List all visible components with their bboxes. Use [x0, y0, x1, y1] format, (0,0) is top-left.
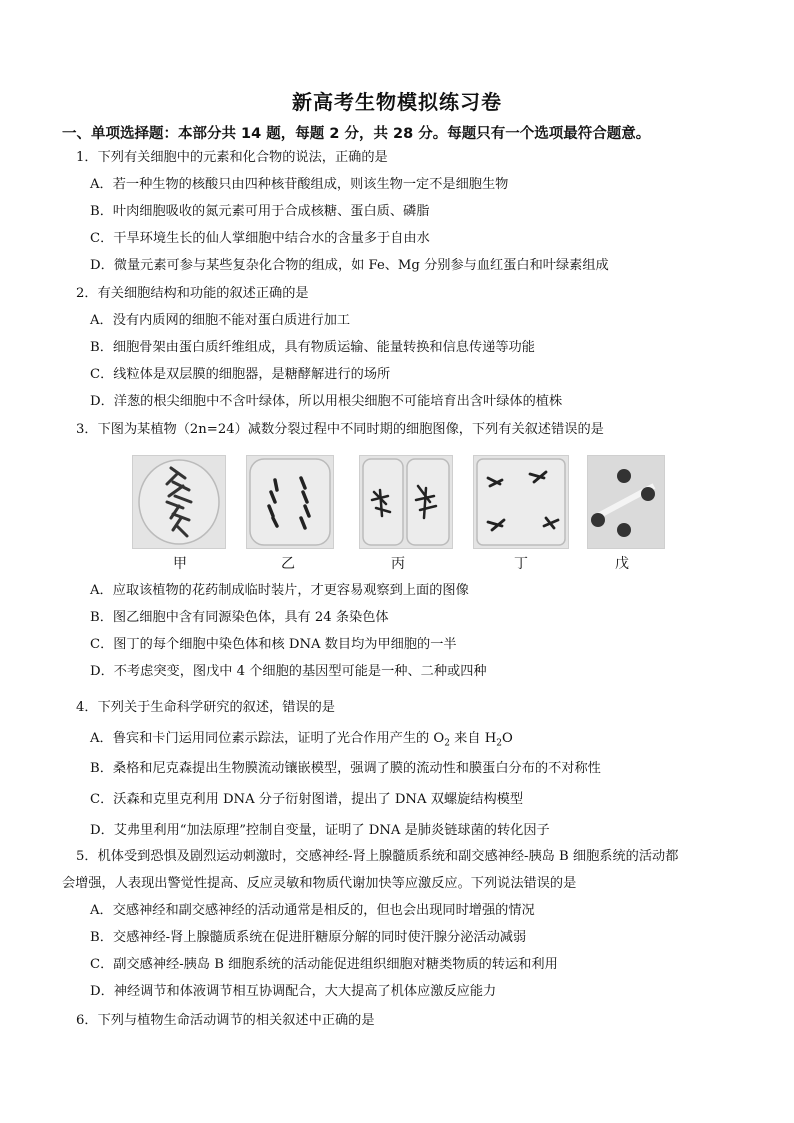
question-5-option-a: A．交感神经和副交感神经的活动通常是相反的，但也会出现同时增强的情况	[90, 903, 535, 918]
question-4-stem: 4．下列关于生命科学研究的叙述，错误的是	[76, 700, 335, 715]
question-4-option-c: C．沃森和克里克利用 DNA 分子衍射图谱，提出了 DNA 双螺旋结构模型	[90, 792, 524, 807]
question-2-option-b: B．细胞骨架由蛋白质纤维组成，具有物质运输、能量转换和信息传递等功能	[90, 340, 535, 355]
question-5-stem-line-2: 会增强，人表现出警觉性提高、反应灵敏和物质代谢加快等应激反应。下列说法错误的是	[62, 876, 577, 891]
cell-label-jia: 甲	[173, 556, 187, 572]
question-1-option-b: B．叶肉细胞吸收的氮元素可用于合成核糖、蛋白质、磷脂	[90, 204, 430, 219]
cell-image-bing	[359, 455, 453, 549]
cell-image-ding	[473, 455, 569, 549]
question-2-option-a: A．没有内质网的细胞不能对蛋白质进行加工	[90, 313, 351, 328]
section-header: 一、单项选择题：本部分共 14 题，每题 2 分，共 28 分。每题只有一个选项最符合题意。	[62, 126, 651, 142]
question-5-stem-line-1: 5．机体受到恐惧及剧烈运动刺激时，交感神经-肾上腺髓质系统和副交感神经-胰岛 B 细胞系统的活动都	[76, 849, 679, 864]
question-3-stem: 3．下图为某植物（2n=24）减数分裂过程中不同时期的细胞图像，下列有关叙述错误的是	[76, 422, 604, 437]
question-5-option-c: C．副交感神经-胰岛 B 细胞系统的活动能促进组织细胞对糖类物质的转运和利用	[90, 957, 558, 972]
cell-image-yi	[246, 455, 334, 549]
cell-image-wu	[587, 455, 665, 549]
question-2-option-d: D．洋葱的根尖细胞中不含叶绿体，所以用根尖细胞不可能培育出含叶绿体的植株	[90, 394, 563, 409]
cell-image-jia	[132, 455, 226, 549]
question-2-stem: 2．有关细胞结构和功能的叙述正确的是	[76, 286, 309, 301]
question-1-option-c: C．干旱环境生长的仙人掌细胞中结合水的含量多于自由水	[90, 231, 430, 246]
question-2-option-c: C．线粒体是双层膜的细胞器，是糖酵解进行的场所	[90, 367, 391, 382]
question-6-stem: 6．下列与植物生命活动调节的相关叙述中正确的是	[76, 1013, 375, 1028]
question-3-option-a: A．应取该植物的花药制成临时装片，才更容易观察到上面的图像	[90, 583, 469, 598]
question-3-option-b: B．图乙细胞中含有同源染色体，具有 24 条染色体	[90, 610, 389, 625]
question-4-option-a: A．鲁宾和卡门运用同位素示踪法，证明了光合作用产生的 $O_2$ 来自 $H_2O$	[90, 731, 513, 749]
question-1-option-a: A．若一种生物的核酸只由四种核苷酸组成，则该生物一定不是细胞生物	[90, 177, 509, 192]
cell-label-bing: 丙	[391, 556, 405, 572]
question-3-option-d: D．不考虑突变，图戊中 4 个细胞的基因型可能是一种、二种或四种	[90, 664, 487, 679]
question-1-option-d: D．微量元素可参与某些复杂化合物的组成，如 Fe、Mg 分别参与血红蛋白和叶绿素组成	[90, 258, 609, 273]
question-5-option-d: D．神经调节和体液调节相互协调配合，大大提高了机体应激反应能力	[90, 984, 497, 999]
question-4-option-d: D．艾弗里利用“加法原理”控制自变量，证明了 DNA 是肺炎链球菌的转化因子	[90, 823, 550, 838]
question-4-option-b: B．桑格和尼克森提出生物膜流动镶嵌模型，强调了膜的流动性和膜蛋白分布的不对称性	[90, 761, 601, 776]
cell-label-wu: 戊	[615, 556, 629, 572]
cell-label-ding: 丁	[514, 556, 528, 572]
question-5-option-b: B．交感神经-肾上腺髓质系统在促进肝糖原分解的同时使汗腺分泌活动减弱	[90, 930, 527, 945]
question-1-stem: 1．下列有关细胞中的元素和化合物的说法，正确的是	[76, 150, 388, 165]
question-3-option-c: C．图丁的每个细胞中染色体和核 DNA 数目均为甲细胞的一半	[90, 637, 457, 652]
page-title: 新高考生物模拟练习卷	[292, 90, 502, 114]
cell-label-yi: 乙	[281, 556, 295, 572]
